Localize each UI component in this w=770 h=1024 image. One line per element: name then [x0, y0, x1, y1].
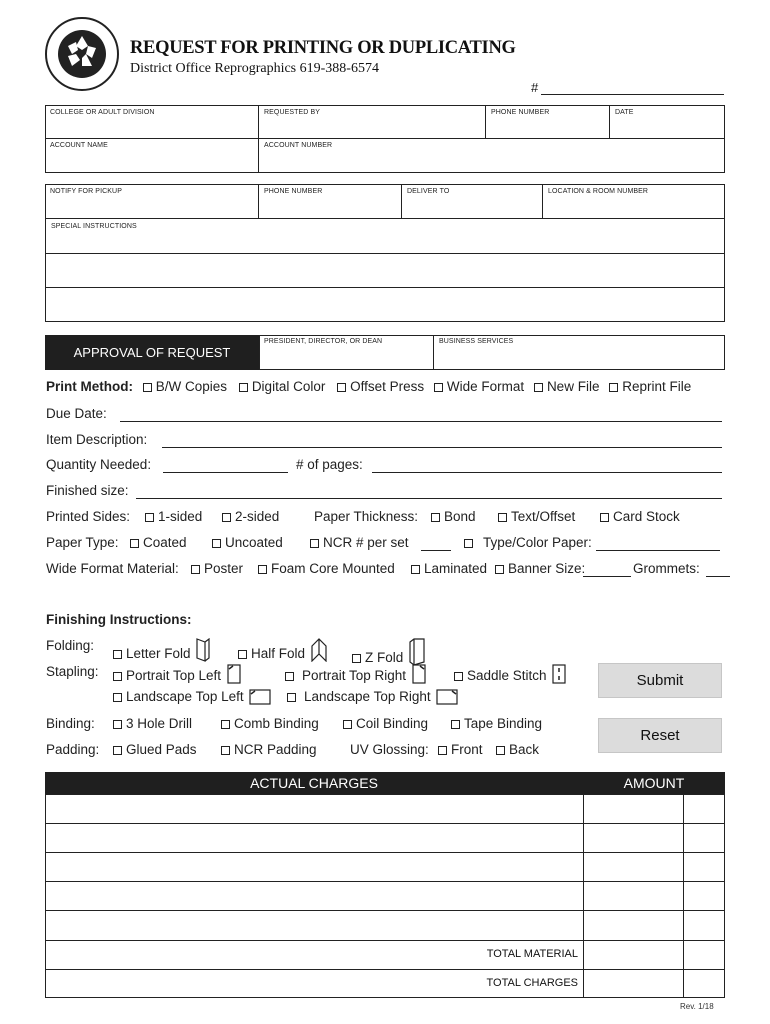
option-label: Portrait Top Right — [302, 668, 407, 683]
poster-option[interactable] — [191, 561, 243, 576]
checkbox[interactable] — [434, 383, 443, 392]
approval-label: APPROVAL OF REQUEST — [73, 345, 231, 360]
amount-cents-divider — [683, 794, 684, 998]
option-label: Back — [509, 742, 540, 757]
district-logo — [44, 16, 120, 92]
ncr-per-set-field[interactable] — [421, 550, 451, 551]
reset-button[interactable]: Reset — [598, 718, 722, 753]
two-sided-option[interactable] — [222, 509, 279, 524]
saddle-stitch-icon — [552, 664, 566, 684]
checkbox[interactable] — [310, 539, 319, 548]
item-description-field[interactable] — [162, 447, 722, 448]
half-fold-icon — [311, 638, 327, 662]
three-hole-drill-option[interactable] — [113, 716, 192, 731]
portrait-top-right-option[interactable] — [285, 664, 426, 684]
option-label: Offset Press — [350, 379, 425, 394]
charges-row-divider — [45, 969, 725, 970]
option-label: Laminated — [424, 561, 488, 576]
college-label: COLLEGE OR ADULT DIVISION — [50, 109, 155, 116]
checkbox[interactable] — [113, 693, 122, 702]
special-instructions-line-3[interactable] — [45, 287, 725, 322]
actual-charges-header: ACTUAL CHARGES — [250, 775, 378, 791]
form-title: REQUEST FOR PRINTING OR DUPLICATING — [130, 38, 516, 58]
uncoated-option[interactable] — [212, 535, 283, 550]
business-label: BUSINESS SERVICES — [439, 338, 514, 345]
charge-row-4-field[interactable] — [46, 882, 582, 909]
due-date-field[interactable] — [120, 421, 722, 422]
stapling-label: Stapling: — [46, 664, 99, 679]
option-label: Front — [451, 742, 483, 757]
form-subtitle: District Office Reprographics 619-388-6574 — [130, 61, 379, 76]
checkbox[interactable] — [411, 565, 420, 574]
submit-button[interactable]: Submit — [598, 663, 722, 698]
checkbox[interactable] — [113, 746, 122, 755]
checkbox[interactable] — [600, 513, 609, 522]
saddle-stitch-option[interactable] — [454, 664, 566, 684]
checkbox[interactable] — [113, 650, 122, 659]
option-label: Comb Binding — [234, 716, 319, 731]
option-label: New File — [546, 379, 600, 394]
requested-by-label: REQUESTED BY — [264, 109, 321, 116]
revision-label: Rev. 1/18 — [680, 1002, 714, 1011]
charge-row-5-field[interactable] — [46, 911, 582, 939]
num-pages-label: # of pages: — [296, 457, 363, 472]
account-number-field[interactable] — [259, 138, 725, 173]
option-wide-format[interactable] — [434, 379, 524, 394]
finished-size-field[interactable] — [136, 498, 722, 499]
option-label: Landscape Top Right — [304, 689, 431, 704]
option-label: 1-sided — [158, 509, 203, 524]
special-instructions-field[interactable] — [45, 218, 725, 254]
option-label: Poster — [204, 561, 244, 576]
form-number-label: # — [531, 80, 539, 95]
option-label: 2-sided — [235, 509, 280, 524]
wide-format-label: Wide Format Material: — [46, 561, 179, 576]
option-label: Letter Fold — [126, 646, 191, 661]
comb-binding-option[interactable] — [221, 716, 319, 731]
grommets-field[interactable] — [706, 576, 730, 577]
landscape-top-left-icon — [249, 689, 271, 705]
num-pages-field[interactable] — [372, 472, 722, 473]
date-label: DATE — [615, 109, 634, 116]
option-label: 3 Hole Drill — [126, 716, 193, 731]
ncr-padding-option[interactable] — [221, 742, 317, 757]
foam-core-option[interactable] — [258, 561, 395, 576]
checkbox[interactable] — [113, 672, 122, 681]
portrait-top-right-icon — [412, 664, 426, 684]
option-label: Wide Format — [446, 379, 525, 394]
coil-binding-option[interactable] — [343, 716, 428, 731]
location-room-label: LOCATION & ROOM NUMBER — [548, 188, 649, 195]
finished-size-label: Finished size: — [46, 483, 129, 498]
binding-label: Binding: — [46, 716, 95, 731]
uv-glossing-label: UV Glossing: — [350, 742, 429, 757]
president-label: PRESIDENT, DIRECTOR, OR DEAN — [264, 338, 383, 345]
checkbox[interactable] — [454, 672, 463, 681]
phone-number-label: PHONE NUMBER — [491, 109, 550, 116]
laminated-option[interactable] — [411, 561, 487, 576]
requested-by-field[interactable] — [259, 105, 486, 139]
finishing-title: Finishing Instructions: — [46, 612, 192, 627]
padding-label: Padding: — [46, 742, 100, 757]
account-number-label: ACCOUNT NUMBER — [264, 142, 333, 149]
option-label: Glued Pads — [126, 742, 197, 757]
college-field[interactable] — [45, 105, 259, 139]
charges-divider — [583, 794, 584, 998]
option-label: Coated — [143, 535, 187, 550]
z-fold-icon — [409, 638, 425, 666]
option-label: Saddle Stitch — [467, 668, 547, 683]
option-label: Foam Core Mounted — [271, 561, 395, 576]
business-field[interactable] — [434, 335, 725, 370]
checkbox[interactable] — [143, 383, 152, 392]
letter-fold-icon — [196, 638, 210, 662]
checkbox[interactable] — [352, 654, 361, 663]
paper-thickness-label: Paper Thickness: — [314, 509, 419, 524]
checkbox[interactable] — [495, 565, 504, 574]
option-label: Z Fold — [365, 650, 404, 665]
checkbox[interactable] — [258, 565, 267, 574]
charge-row-3-field[interactable] — [46, 853, 582, 880]
option-label: NCR Padding — [234, 742, 317, 757]
phone-number-field[interactable] — [486, 105, 610, 139]
checkbox[interactable] — [498, 513, 507, 522]
charges-row-divider — [45, 940, 725, 941]
printed-sides-label: Printed Sides: — [46, 509, 131, 524]
checkbox[interactable] — [609, 383, 618, 392]
checkbox[interactable] — [451, 720, 460, 729]
item-description-label: Item Description: — [46, 432, 148, 447]
president-field[interactable] — [259, 335, 434, 370]
option-label: NCR # per set — [323, 535, 409, 550]
charge-row-1-field[interactable] — [46, 795, 582, 822]
print-method-row — [46, 379, 691, 394]
landscape-top-right-option[interactable] — [287, 689, 458, 705]
checkbox[interactable] — [496, 746, 505, 755]
checkbox[interactable] — [191, 565, 200, 574]
tape-binding-option[interactable] — [451, 716, 542, 731]
banner-size-option[interactable] — [495, 561, 585, 576]
letter-fold-option[interactable] — [113, 638, 210, 662]
option-reprint-file[interactable] — [609, 379, 691, 394]
folding-label: Folding: — [46, 638, 95, 653]
option-new-file[interactable] — [534, 379, 600, 394]
checkbox[interactable] — [239, 383, 248, 392]
bond-option[interactable] — [431, 509, 476, 524]
checkbox[interactable] — [431, 513, 440, 522]
option-label: Landscape Top Left — [126, 689, 244, 704]
quantity-needed-label: Quantity Needed: — [46, 457, 152, 472]
landscape-top-right-icon — [436, 689, 458, 705]
option-label: Coil Binding — [356, 716, 429, 731]
ncr-per-set-option[interactable] — [310, 535, 409, 550]
option-label: Tape Binding — [464, 716, 543, 731]
uv-back-option[interactable] — [496, 742, 539, 757]
checkbox[interactable] — [337, 383, 346, 392]
notify-pickup-field[interactable] — [45, 184, 259, 219]
special-instructions-label: SPECIAL INSTRUCTIONS — [51, 223, 137, 230]
checkbox[interactable] — [534, 383, 543, 392]
option-label: Reprint File — [622, 379, 692, 394]
option-offset-press[interactable] — [337, 379, 424, 394]
option-digital-color[interactable] — [239, 379, 326, 394]
checkbox[interactable] — [438, 746, 447, 755]
option-label: Half Fold — [251, 646, 306, 661]
checkbox[interactable] — [221, 746, 230, 755]
grommets-label: Grommets: — [633, 561, 700, 576]
checkbox[interactable] — [130, 539, 139, 548]
half-fold-option[interactable] — [238, 638, 327, 662]
option-label: Bond — [444, 509, 476, 524]
checkbox[interactable] — [145, 513, 154, 522]
checkbox[interactable] — [221, 720, 230, 729]
phone-number-2-label: PHONE NUMBER — [264, 188, 323, 195]
option-label: B/W Copies — [155, 379, 228, 394]
date-field[interactable] — [610, 105, 725, 139]
banner-size-field[interactable] — [583, 576, 631, 577]
option-label: Text/Offset — [511, 509, 576, 524]
checkbox[interactable] — [222, 513, 231, 522]
form-number-field[interactable] — [541, 94, 724, 95]
deliver-to-label: DELIVER TO — [407, 188, 450, 195]
option-label: Uncoated — [225, 535, 283, 550]
type-color-paper-field[interactable] — [596, 550, 720, 551]
option-label: Type/Color Paper: — [483, 535, 592, 550]
portrait-top-left-icon — [227, 664, 241, 684]
phone-number-2-field[interactable] — [259, 184, 402, 219]
location-room-field[interactable] — [543, 184, 725, 219]
option-bw-copies[interactable] — [143, 379, 227, 394]
print-method-label: Print Method: — [46, 379, 133, 394]
special-instructions-line-2[interactable] — [45, 253, 725, 288]
glued-pads-option[interactable] — [113, 742, 197, 757]
due-date-label: Due Date: — [46, 406, 107, 421]
printed-sides-row — [46, 509, 130, 524]
one-sided-option[interactable] — [145, 509, 202, 524]
deliver-to-field[interactable] — [402, 184, 543, 219]
account-name-label: ACCOUNT NAME — [50, 142, 108, 149]
option-label: Portrait Top Left — [126, 668, 222, 683]
checkbox[interactable] — [285, 672, 294, 681]
paper-type-label: Paper Type: — [46, 535, 119, 550]
total-charges-label: TOTAL CHARGES — [486, 977, 578, 989]
checkbox[interactable] — [238, 650, 247, 659]
option-label: Digital Color — [251, 379, 326, 394]
coated-option[interactable] — [130, 535, 187, 550]
total-material-label: TOTAL MATERIAL — [486, 948, 578, 960]
text-offset-option[interactable] — [498, 509, 575, 524]
card-stock-option[interactable] — [600, 509, 680, 524]
approval-header — [45, 335, 259, 370]
account-name-field[interactable] — [45, 138, 259, 173]
portrait-top-left-option[interactable] — [113, 664, 241, 684]
uv-front-option[interactable] — [438, 742, 483, 757]
option-label: Banner Size: — [508, 561, 586, 576]
checkbox[interactable] — [464, 539, 473, 548]
quantity-needed-field[interactable] — [163, 472, 288, 473]
checkbox[interactable] — [212, 539, 221, 548]
amount-header: AMOUNT — [623, 775, 685, 791]
option-label: Card Stock — [613, 509, 680, 524]
type-color-paper-option[interactable] — [464, 535, 592, 550]
checkbox[interactable] — [113, 720, 122, 729]
checkbox[interactable] — [287, 693, 296, 702]
notify-pickup-label: NOTIFY FOR PICKUP — [50, 188, 122, 195]
landscape-top-left-option[interactable] — [113, 689, 271, 705]
charge-row-2-field[interactable] — [46, 824, 582, 851]
checkbox[interactable] — [343, 720, 352, 729]
z-fold-option[interactable] — [352, 638, 425, 666]
